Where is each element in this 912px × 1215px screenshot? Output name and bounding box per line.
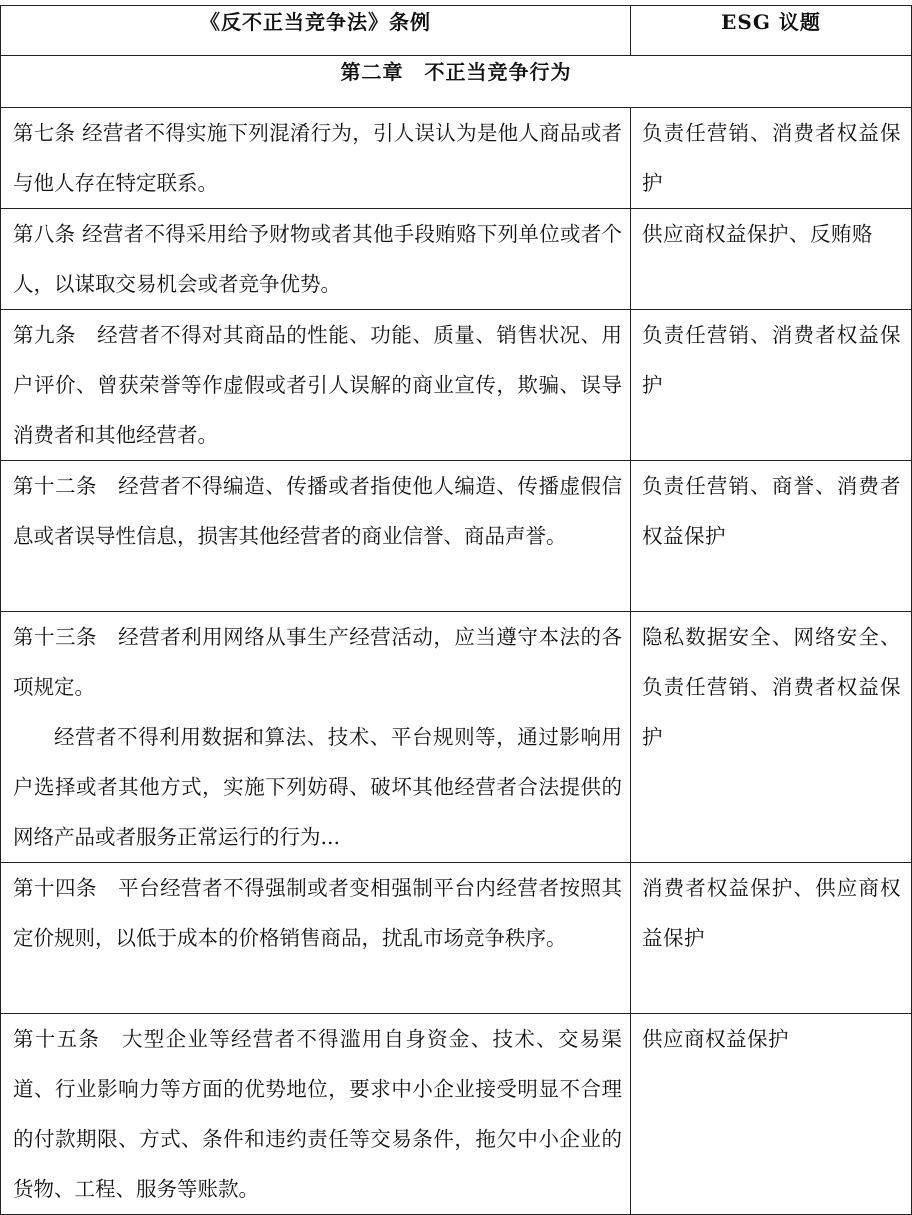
chapter-title: 第二章 不正当竞争行为 (1, 56, 912, 108)
article-cell (1, 108, 631, 209)
esg-cell (631, 1014, 912, 1215)
esg-cell (631, 612, 912, 863)
article-text: 第七条 经营者不得实施下列混淆行为，引人误认为是他人商品或者与他人存在特定联系。 (13, 121, 622, 195)
article-cell (1, 612, 631, 863)
article-cell (1, 209, 631, 310)
article-cell (1, 310, 631, 461)
chapter-row (1, 56, 912, 108)
table-row (1, 461, 912, 612)
article-cell (1, 863, 631, 1014)
esg-text: 消费者权益保护、供应商权益保护 (642, 876, 901, 950)
article-text: 第十五条 大型企业等经营者不得滥用自身资金、技术、交易渠道、行业影响力等方面的优势地位，要求中小企业接受明显不合理的付款期限、方式、条件和违约责任等交易条件，拖欠中小企业的货物、工程、服务等账款。 (13, 1027, 622, 1201)
header-law-clause: 《反不正当竞争法》条例 (1, 6, 631, 56)
esg-text: 负责任营销、消费者权益保护 (642, 121, 901, 195)
table-row (1, 108, 912, 209)
esg-text: 供应商权益保护 (642, 1027, 789, 1051)
article-text: 第九条 经营者不得对其商品的性能、功能、质量、销售状况、用户评价、曾获荣誉等作虚假或者引人误解的商业宣传，欺骗、误导消费者和其他经营者。 (13, 323, 622, 447)
esg-text: 负责任营销、消费者权益保护 (642, 323, 901, 397)
table-row (1, 209, 912, 310)
article-text: 第十三条 经营者利用网络从事生产经营活动，应当遵守本法的各项规定。 (13, 625, 622, 699)
table-row (1, 612, 912, 863)
article-cell (1, 1014, 631, 1215)
article-text: 第十二条 经营者不得编造、传播或者指使他人编造、传播虚假信息或者误导性信息，损害其他经营者的商业信誉、商品声誉。 (13, 474, 622, 548)
header-esg-topic: ESG 议题 (631, 6, 912, 56)
table-header-row (1, 6, 912, 56)
esg-text: 隐私数据安全、网络安全、负责任营销、消费者权益保护 (642, 625, 901, 749)
table-row (1, 310, 912, 461)
article-cell (1, 461, 631, 612)
esg-cell (631, 108, 912, 209)
esg-cell (631, 461, 912, 612)
table-row (1, 1014, 912, 1215)
law-esg-table (0, 5, 912, 1215)
article-text: 第十四条 平台经营者不得强制或者变相强制平台内经营者按照其定价规则，以低于成本的价格销售商品，扰乱市场竞争秩序。 (13, 876, 622, 950)
article-text: 第八条 经营者不得采用给予财物或者其他手段贿赂下列单位或者个人，以谋取交易机会或者竞争优势。 (13, 222, 622, 296)
esg-cell (631, 209, 912, 310)
table-row (1, 863, 912, 1014)
article-text: 经营者不得利用数据和算法、技术、平台规则等，通过影响用户选择或者其他方式，实施下列妨碍、破坏其他经营者合法提供的网络产品或者服务正常运行的行为... (13, 725, 622, 849)
esg-text: 供应商权益保护、反贿赂 (642, 222, 873, 246)
esg-cell (631, 863, 912, 1014)
esg-text: 负责任营销、商誉、消费者权益保护 (642, 474, 901, 548)
esg-cell (631, 310, 912, 461)
